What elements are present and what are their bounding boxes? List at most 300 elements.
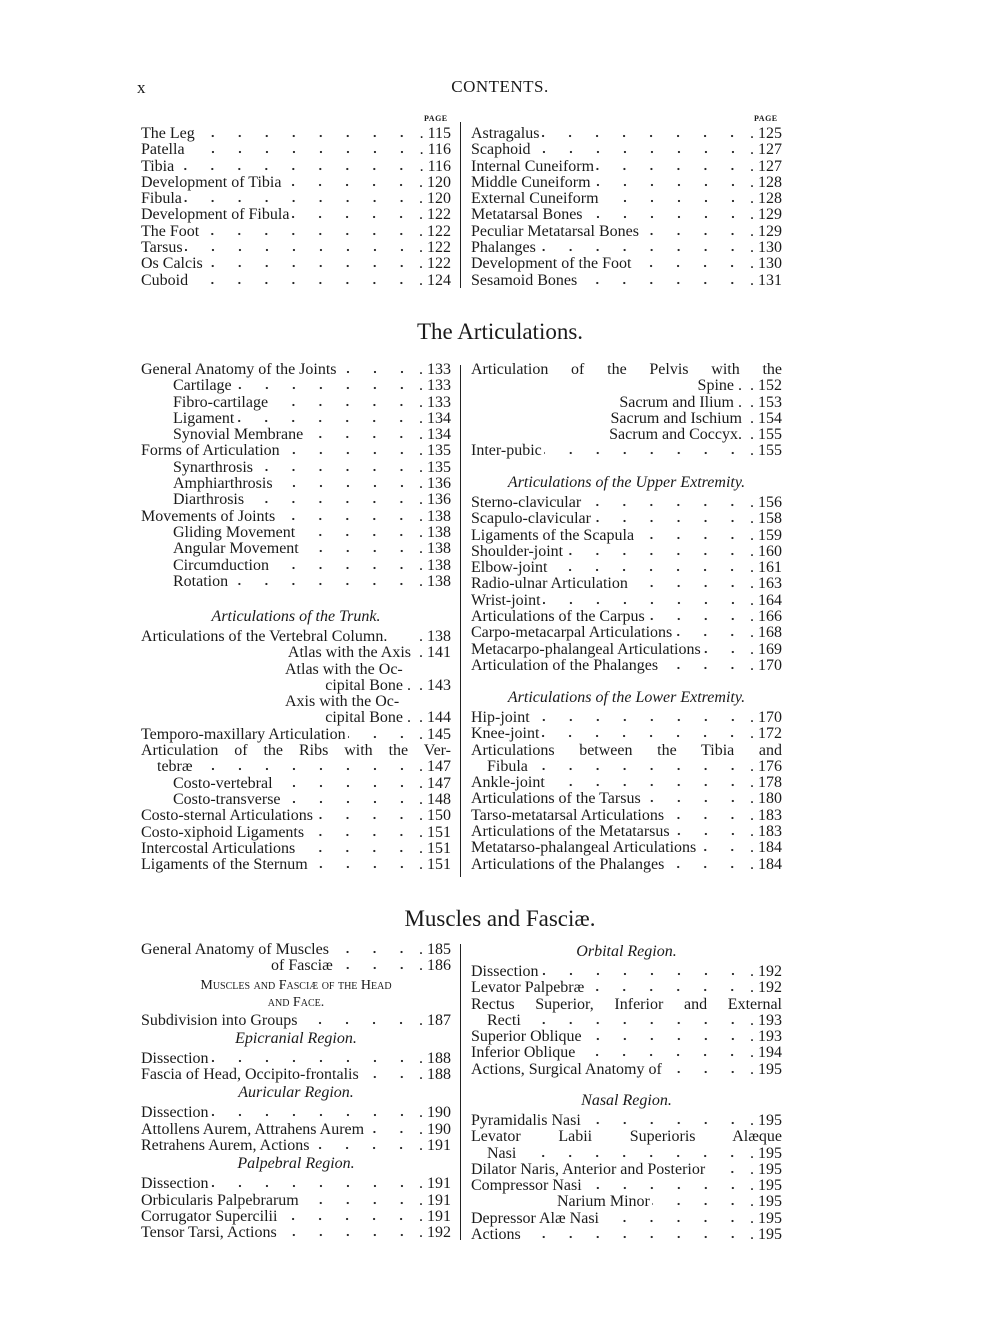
entry-title: Hip-joint [471,709,530,726]
entry-title: Tensor Tarsi, Actions [141,1224,277,1242]
dot-leader [652,1196,746,1206]
toc-entry [471,625,782,641]
page-number: . 129 [748,224,782,240]
toc-entry [471,191,782,207]
dot-leader [197,128,415,138]
page-number: . 188 [417,1051,451,1067]
entry-title: Sacrum and Ischium [610,409,742,427]
dot-leader [647,611,746,621]
section-title-muscles: Muscles and Fasciæ. [404,906,596,931]
page-number: . 116 [417,142,451,158]
dot-leader [664,1064,746,1074]
toc-entry [141,191,451,207]
page-number: . 141 [417,645,451,661]
page-number: . 133 [417,378,451,394]
entry-title: Intercostal Articulations [141,839,296,857]
subheading-text: Articulations of the Upper Extremity. [507,474,746,491]
entry-title: Metacarpo-phalangeal Articulations [471,640,701,658]
page-number: . 192 [748,964,782,980]
dot-leader [201,226,415,236]
entry-title: Actions [471,1226,521,1244]
entry-title: Dissection [141,1104,209,1122]
subheading-text: Nasal Region. [581,1092,672,1109]
dot-leader [584,1031,746,1041]
dot-leader [187,144,415,154]
entry-title: Superior Oblique [471,1028,582,1046]
page-number: . 116 [417,159,451,175]
entry-title: Atlas with the Oc- [285,660,403,678]
toc-entry [141,727,451,743]
articulations-left-block [141,607,451,873]
page-number: . 160 [748,544,782,560]
toc-entry [471,240,782,256]
page-number: . 184 [748,840,782,856]
page-number: . 183 [748,824,782,840]
toc-entry [471,1029,782,1045]
dot-leader [348,729,415,739]
toc-entry [141,525,451,541]
dot-leader [389,631,415,641]
dot-leader [230,576,415,586]
page-number: . 136 [417,476,451,492]
page-number: . 122 [417,256,451,272]
toc-entry [141,678,451,694]
page-number: . 148 [417,792,451,808]
entry-title: Amphiarthrosis [173,475,273,493]
entry-title: Sterno-clavicular [471,494,582,511]
entry-title: Carpo-metacarpal Articulations [471,624,673,642]
dot-leader [176,161,415,171]
toc-entry [141,825,451,841]
dot-leader [283,794,415,804]
page-number: . 120 [417,175,451,191]
subheading [471,1091,782,1113]
entry-title: Fibula [487,757,528,775]
dot-leader [279,1227,415,1237]
dot-leader [585,209,746,219]
dot-leader [291,209,415,219]
page-number: . 166 [748,609,782,625]
entry-title: Articulations of the Phalanges [471,855,665,873]
entry-title: Dilator Naris, Anterior and Posterior [471,1160,706,1178]
entry-title: Diarthrosis [173,491,245,509]
page-number: . 152 [748,378,782,394]
dot-leader [601,193,746,203]
muscles-right-block [471,942,782,1078]
entry-title: Compressor Nasi [471,1177,582,1195]
entry-title: Articulations of the Vertebral Column. [141,628,388,645]
toc-entry [471,576,782,592]
entry-title: Tibia [141,157,175,175]
entry-title: Metatarso-phalangeal Articulations [471,839,697,857]
toc-entry [141,1051,451,1067]
running-head: CONTENTS. [451,77,549,96]
entry-title: Axis with the Oc- [285,693,400,711]
toc-entry [471,159,782,175]
entry-title: Sesamoid Bones [471,271,578,289]
page-number: . 147 [417,776,451,792]
page-number: . 130 [748,256,782,272]
entry-title: Development of Fibula [141,206,290,224]
page-number: . 186 [417,958,451,974]
dot-leader [255,462,415,472]
toc-entry [141,273,451,289]
toc-entry [141,645,451,661]
toc-entry [141,808,451,824]
dot-leader [335,960,415,970]
toc-entry [141,1176,451,1192]
page-number: . 190 [417,1122,451,1138]
page-number: . 138 [417,525,451,541]
entry-title: Temporo-maxillary Articulation [141,725,346,743]
entry-title: Costo-transverse [173,790,281,808]
page-number: . 191 [417,1209,451,1225]
toc-entry [471,1211,782,1227]
entry-title: Levator Labii Superioris Alæque [471,1128,782,1146]
entry-title: Wrist-joint [471,591,541,609]
toc-entry [141,240,451,256]
page-number: . 129 [748,207,782,223]
dot-leader [301,1195,415,1205]
toc-entry [471,1045,782,1061]
entry-title: Astragalus [471,125,540,142]
entry-title: Inferior Oblique [471,1044,576,1062]
dot-leader [601,1213,746,1223]
page-number: . 138 [417,629,451,645]
column-divider [460,365,461,877]
dot-leader [311,1140,415,1150]
page-number: . 169 [748,642,782,658]
page-number: . 133 [417,395,451,411]
toc-entry [141,509,451,525]
dot-leader [279,1211,415,1221]
entry-title: Metatarsal Bones [471,206,583,224]
dot-leader [310,859,415,869]
articulations-right-block [471,473,782,674]
toc-entry [471,1178,782,1194]
dot-leader [282,445,415,455]
page-number: . 147 [417,759,451,775]
entry-title: Phalanges [471,239,536,257]
page-number: . 164 [748,593,782,609]
page-number: . 170 [748,658,782,674]
top-left-block [141,126,451,289]
entry-title: General Anatomy of Muscles [141,941,329,958]
toc-entry [471,207,782,223]
toc-entry [471,726,782,742]
subheading [141,607,451,629]
dot-leader [518,1148,746,1158]
toc-entry [141,362,451,378]
toc-entry [141,1067,451,1083]
entry-title: Spine . [697,377,742,395]
entry-title: Ligaments of the Scapula [471,526,635,544]
dot-leader [270,397,415,407]
toc-entry [471,857,782,873]
toc-entry [141,1193,451,1209]
page-number: . 151 [417,841,451,857]
subheading [141,977,451,994]
page-folio: x [137,78,146,97]
entry-title: External Cuneiform [471,190,599,208]
entry-title: Narium Minor [557,1193,650,1211]
section-title-articulations: The Articulations. [416,319,584,344]
toc-entry [471,511,782,527]
page-number: . 128 [748,175,782,191]
dot-leader [277,511,415,521]
toc-entry [471,609,782,625]
toc-continuation-line [471,362,782,378]
toc-entry [471,642,782,658]
toc-entry [141,1138,451,1154]
dot-leader [666,859,746,869]
page-number: . 115 [417,126,451,142]
page-number: . 133 [417,362,451,378]
toc-entry [141,1209,451,1225]
entry-title: The Foot [141,222,200,240]
page-number: . 138 [417,509,451,525]
entry-title: Costo-sternal Articulations [141,807,313,825]
toc-entry [471,775,782,791]
entry-title: Tarsus [141,239,183,257]
toc-entry [141,857,451,873]
dot-leader [297,527,415,537]
dot-leader [698,842,746,852]
page-column-label-left: PAGE [424,114,448,123]
page-number: . 153 [748,395,782,411]
dot-leader [530,761,746,771]
entry-title: Tarso-metatarsal Articulations [471,806,665,824]
page-number: . 138 [417,558,451,574]
subheading [141,1029,451,1051]
entry-title: The Leg [141,125,195,142]
toc-entry [141,395,451,411]
page-number: . 191 [417,1138,451,1154]
dot-leader [283,177,415,187]
toc-entry [141,574,451,590]
subheading-text: and Face. [267,994,325,1010]
toc-entry [141,759,451,775]
dot-leader [299,1015,415,1025]
articulations-right-block [471,688,782,873]
toc-entry [471,1146,782,1162]
toc-entry [141,958,451,974]
dot-leader [190,275,415,285]
toc-entry [471,256,782,272]
dot-leader [211,1053,415,1063]
page-number: . 195 [748,1227,782,1243]
dot-leader [301,543,415,553]
entry-title: Articulation of the Phalanges [471,656,659,674]
page-number: . 130 [748,240,782,256]
subheading-text: Articulations of the Trunk. [211,608,381,625]
entry-title: Knee-joint [471,725,540,743]
entry-title: Nasi [487,1144,517,1162]
dot-leader [211,1107,415,1117]
page-number: . 193 [748,1029,782,1045]
entry-title: Actions, Surgical Anatomy of [471,1060,662,1078]
entry-title: Costo-vertebral [173,774,273,792]
entry-title: Dissection [141,1175,209,1193]
dot-leader [666,810,746,820]
page-number: . 131 [748,273,782,289]
toc-continuation-line [471,997,782,1013]
dot-leader [586,982,746,992]
toc-entry [471,710,782,726]
toc-entry [471,808,782,824]
entry-title: Sacrum and Ilium . [619,393,742,411]
page-number: . 158 [748,511,782,527]
dot-leader [271,560,415,570]
toc-entry [141,629,451,645]
page-number: . 143 [417,678,451,694]
page-number: . 150 [417,808,451,824]
dot-leader [543,595,746,605]
dot-leader [565,546,746,556]
dot-leader [275,778,415,788]
page-number: . 163 [748,576,782,592]
toc-entry [141,411,451,427]
dot-leader [538,242,746,252]
toc-continuation-line [471,743,782,759]
page-number: . 138 [417,574,451,590]
page-number: . 128 [748,191,782,207]
entry-title: Retrahens Aurem, Actions [141,1137,310,1155]
toc-entry [471,443,782,459]
page-number: . 192 [748,980,782,996]
toc-continuation-line [141,662,451,678]
page-number: . 192 [417,1225,451,1241]
dot-leader [547,777,746,787]
subheading [471,473,782,495]
dot-leader [636,530,746,540]
entry-title: Attollens Aurem, Attrahens Aurem [141,1120,365,1138]
dot-leader [583,1115,746,1125]
toc-entry [141,142,451,158]
dot-leader [234,380,415,390]
page-number: . 178 [748,775,782,791]
entry-title: Scaphoid [471,141,531,159]
entry-title: Pyramidalis Nasi [471,1112,581,1129]
page-number: . 187 [417,1013,451,1029]
page-number: . 144 [417,710,451,726]
entry-title: Atlas with the Axis [287,644,411,662]
subheading [141,1083,451,1105]
page-number: . 180 [748,791,782,807]
subheading-text: Epicranial Region. [235,1029,357,1047]
entry-title: Cuboid [141,271,189,289]
page-number: . 194 [748,1045,782,1061]
page-number: . 161 [748,560,782,576]
entry-title: Internal Cuneiform [471,157,595,175]
page-number: . 134 [417,427,451,443]
toc-entry [141,175,451,191]
dot-leader [331,944,415,954]
page-number: . 195 [748,1146,782,1162]
page-number: . 145 [417,727,451,743]
entry-title: Costo-xiphoid Ligaments [141,823,305,841]
entry-title: Articulations of the Tarsus [471,790,641,808]
toc-entry [141,942,451,958]
toc-entry [141,378,451,394]
toc-entry [141,710,451,726]
toc-entry [471,1062,782,1078]
entry-title: Sacrum and Coccyx. [609,426,742,444]
toc-entry [471,1194,782,1210]
entry-title: Recti [487,1011,521,1029]
page-number: . 195 [748,1211,782,1227]
page-number: . 191 [417,1176,451,1192]
page-number: . 170 [748,710,782,726]
dot-leader [541,728,746,738]
toc-continuation-line [471,1129,782,1145]
toc-entry [471,1013,782,1029]
page-number: . 122 [417,207,451,223]
dot-leader [583,497,746,507]
toc-entry [141,207,451,223]
muscles-right-block [471,1091,782,1243]
subheading [471,688,782,710]
toc-continuation-line [141,694,451,710]
entry-title: Articulation of the Ribs with the Ver- [141,742,451,760]
entry-title: Scapulo-clavicular [471,510,591,528]
toc-entry [471,142,782,158]
page-number: . 136 [417,492,451,508]
toc-entry [471,273,782,289]
page-number: . 193 [748,1013,782,1029]
toc-entry [471,495,782,511]
dot-leader [315,810,415,820]
toc-entry [471,395,782,411]
entry-title: Articulation of the Pelvis with the [471,361,782,378]
subheading [141,1154,451,1176]
entry-title: Angular Movement [173,540,299,558]
page-number: . 138 [417,541,451,557]
toc-entry [471,840,782,856]
dot-leader [184,193,415,203]
dot-leader [593,513,746,523]
page-number: . 127 [748,159,782,175]
subheading-text: Auricular Region. [238,1084,354,1102]
entry-title: Ankle-joint [471,774,545,792]
page-number: . 122 [417,240,451,256]
toc-entry [471,411,782,427]
dot-leader [703,644,746,654]
subheading-text: Orbital Region. [576,943,677,960]
toc-entry [141,443,451,459]
entry-title: Os Calcis [141,255,203,273]
page-number: . 151 [417,857,451,873]
entry-title: Movements of Joints [141,507,276,525]
dot-leader [549,562,746,572]
page-number: . 188 [417,1067,451,1083]
page-number: . 151 [417,825,451,841]
dot-leader [577,1047,746,1057]
page-number: . 135 [417,443,451,459]
toc-entry [471,378,782,394]
entry-title: Levator Palpebræ [471,979,585,997]
dot-leader [643,793,746,803]
entry-title: of Fasciæ [271,957,333,975]
page-number: . 154 [748,411,782,427]
toc-entry [471,759,782,775]
entry-title: Orbicularis Palpebrarum [141,1191,299,1209]
entry-title: Fibula [141,190,182,208]
toc-entry [141,126,451,142]
page-number: . 195 [748,1062,782,1078]
toc-entry [141,492,451,508]
toc-entry [471,1162,782,1178]
